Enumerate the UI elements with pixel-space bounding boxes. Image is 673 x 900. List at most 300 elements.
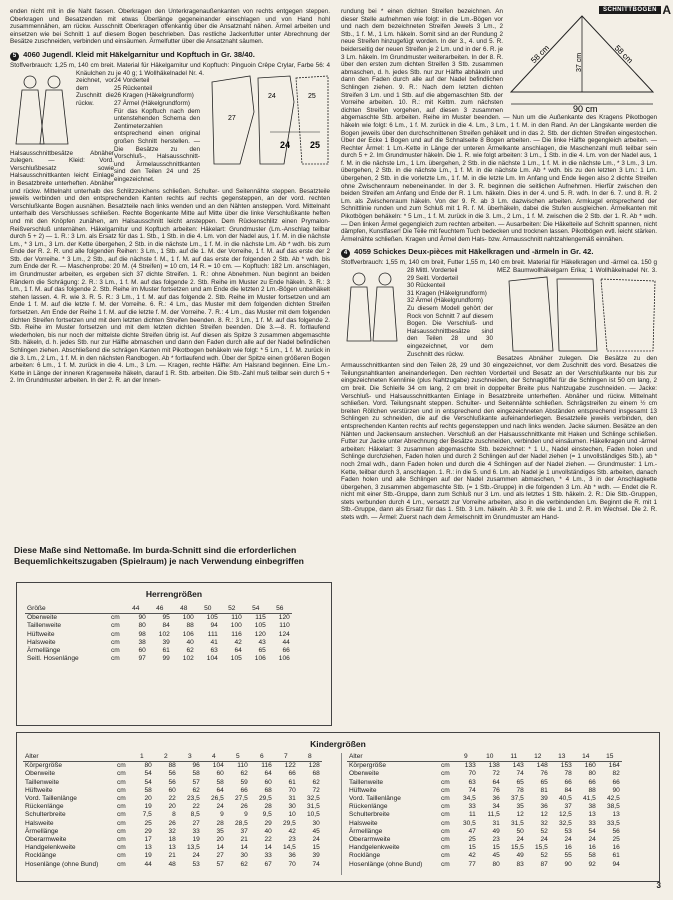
pattern-outline-drawing xyxy=(210,72,330,168)
table-cell: 24 xyxy=(516,836,524,844)
table-cell: 64 xyxy=(234,647,242,655)
row-unit: cm xyxy=(111,655,120,663)
model-number-badge: 5 xyxy=(10,52,19,61)
table-cell: 102 xyxy=(182,655,194,663)
table-cell: 64 xyxy=(216,786,224,794)
row-label: Oberweite xyxy=(27,614,58,622)
table-cell: 100 xyxy=(230,622,242,630)
table-cell: 24 xyxy=(588,836,596,844)
table-cell: 8,5 xyxy=(190,811,200,819)
instructions-text: zeichnet, vor dem Zuschnitt die rückw. Halsausschnittbesätze Abnäher zulegen. — Kleid: Vord. Verschlußbesatz sowie Halsausschnittkanten leicht Einlage in Besatzbreite unterheften. Abnäher und rückw. Mittelnaht unterhalb des Schlitzzeichens schließen. Schulter- und Seitennähte steppen. Besatzteile jeweils verbinden und den entsprechenden Kanten rechts auf rechts gegensteppen, an der vord. rechten Verschlußkante Bogen ausnähen. Besatzteile nach links wenden und an den Nähten ansteppen. Vord. Mittelnaht unterhalb des Verschlusses schließen. Rechte Bogenkante Mitte auf Mitte über die linke Verschlußkante heften und mit den Knöpfen zunähen, am Halsausschnitt leicht ansteppen. Dem Rückenschlitz einen Prymalon-Reißverschluß unternähen. Häkelgarnitur und Kopftuch arbeiten: Häkelart: Grundmuster (Lm.-Anschlag teilbar durch 5 + 2) — 1. R.: 3 Lm. als Ersatz für das 1. Stb., 1 Stb. in die 4. Lm. von der Nadel aus, 1 f. M. in die nächste Lm., * 3 Lm., 3 Lm. der Kette übergehen, 2 Stb. in die nächste Lm., 1 f. M. in die nächste Lm. Ab * wdh. bis zum Ende der R. 2. R. und alle folgenden Reihen: 3 Lm., 1 Stb. auf die 1. M. der Vorreihe, 1 f. M. auf das erste der 2 Stb. der Vorreihe. * 3 Lm., 2 Stb., auf die nächste f. M., 1 f. M. auf das erste der folgenden 2 Stb. Ab * wdh. bis zum Ende der R. — Maschenprobe: 20 M. (4 Streifen) = 10 cm, 14 R. = 10 cm. — Kopftuch: 182 Lm. anschlagen, im Grundmuster arbeiten, es ergeben sich 37 dichte Streifen. 1. R.: ohne Abnehmen. Nun beginnt an beiden Rändern die Schrägung: 2. R.: 3 Lm., 1 f. M. auf das folgende 2. Stb. Reihe im Muster zu Ende häkeln. 3. R.: 3 Lm., 1 f. M. auf das folgende 2. Stb. Reihe im Muster fortsetzen und am Ende die letzten 2 Lm.-Bögen unbehäkelt stehen lassen. 4. R. wie 3. R. 5. R.: 3 Lm., 1 f. M. auf das folgende 2. Stb. Reihe im Muster fortsetzen und am Ende 1 f. M. auf die letzte f. M. der Vorreihe. 6. R.: 4 Lm., das Muster mit dem folgenden dichten Streifen fortsetzen. Am Ende der Reihe 1 f. M. auf die letzte f. M. der Vorreihe. 7. R.: 4 Lm., das Muster mit dem folgenden dichten Streifen fortsetzen und mit dem letzten dichten Streifen beenden. 8. R.: 3 Lm., 1 f. M. auf das folgende 2. Stb. Reihe im Muster fortsetzen und mit dem letzten dichten Streifen beenden. Die 3.—8. R. fortlaufend wiederholen, bis nur noch der mittelste dichte Streifen übrig ist. Auf diesen als Spitze 3 zusammen abgemaschte Stb. häkeln, d. h. jedes Stb. nur zur Hälfte abmaschen und dann den Faden durch alle auf der Nadel befindlichen Schlingen ziehen. Abschließend die schrägen Kanten mit Pikotbogen behäkeln wie folgt: * 5 Lm., 1 f. M. zurück in die 3. Lm., 2 Lm., 1 f. M. in den nächsten Randbogen. Ab * fortlaufend wdh. Über der Spitze einen größeren Bogen arbeiten: 6 Lm., 1 f. M. zurück in die 4. Lm., 3 Lm. — Kragen, rechte Hälfte: Am Halsrand beginnen. Eine Lm.-Kette in Länge der inneren Kragenweite häkeln, darauf 1 R. Stb. arbeiten. Die Stb.-Zahl muß teilbar sein durch 5 + 2. Im Grundmuster arbeiten. In der 2. R. an der Innen- xyxy=(10,77,330,385)
left-text-column xyxy=(10,8,330,541)
age-col: 8 xyxy=(298,753,322,762)
table-cell: 88 xyxy=(168,762,176,770)
table-cell: 88 xyxy=(588,786,596,794)
row-label: Hosenlänge (ohne Bund) xyxy=(349,860,423,868)
table-cell: 40 xyxy=(186,638,194,646)
table-cell: 19 xyxy=(144,852,152,860)
table-cell: 105 xyxy=(254,622,266,630)
table-cell: 66 xyxy=(282,647,290,655)
model-number: 4059 xyxy=(354,247,372,257)
table-cell: 55 xyxy=(564,852,572,860)
table-cell: 37 xyxy=(564,803,572,811)
table-cell: 74 xyxy=(468,786,476,794)
legend-item: Zu diesem Modell gehört der Rock von Schnitt 7 auf diesem Bogen. Die Verschluß- und Halsausschnittbesätze sind den Teilen 28 und 30 eingezeichnet, vor dem Zuschnitt des rückw. xyxy=(407,304,493,358)
table-cell: 28 xyxy=(264,803,272,811)
age-col: 14 xyxy=(574,753,598,762)
table-cell: 80 xyxy=(138,622,146,630)
row-unit: cm xyxy=(117,778,126,786)
table-cell: 10 xyxy=(288,811,296,819)
table-cell: 70 xyxy=(288,860,296,868)
table-cell: 65 xyxy=(516,778,524,786)
size-col: 44 xyxy=(124,605,148,614)
table-cell: 66 xyxy=(240,786,248,794)
row-label: Vord. Taillenlänge xyxy=(349,795,401,803)
table-cell: 106 xyxy=(182,630,194,638)
table-cell: 54 xyxy=(144,778,152,786)
table-cell: 26,5 xyxy=(210,795,224,803)
table-cell: 37,5 xyxy=(510,795,524,803)
table-cell: 74 xyxy=(516,770,524,778)
table-cell: 53 xyxy=(564,827,572,835)
table-cell: 15 xyxy=(468,844,476,852)
table-cell: 32 xyxy=(168,827,176,835)
table-divider xyxy=(341,753,342,875)
row-unit: cm xyxy=(117,860,126,868)
row-unit: cm xyxy=(117,770,126,778)
table-row xyxy=(23,820,322,828)
base-measure: 90 cm xyxy=(573,104,598,112)
table-cell: 39 xyxy=(312,852,320,860)
kinder-table-right xyxy=(347,753,622,869)
table-cell: 36 xyxy=(540,803,548,811)
table-cell: 52 xyxy=(540,852,548,860)
table-cell: 80 xyxy=(492,860,500,868)
table-cell: 41 xyxy=(210,638,218,646)
schnittbogen-tag: SCHNITTBOGEN xyxy=(599,6,661,14)
table-cell: 39 xyxy=(162,638,170,646)
size-col: 54 xyxy=(244,605,268,614)
table-cell: 78 xyxy=(564,770,572,778)
table-cell: 56 xyxy=(612,827,620,835)
table-cell: 116 xyxy=(231,630,242,638)
table-cell: 10,5 xyxy=(306,811,320,819)
intro-text: enden nicht mit in die Naht fassen. Oberkragen den Unterkragenaußenkanten von rechts entgegen steppen. Oberkragen und Besatzenden mit etwas Überlänge gegeneinander einschlagen und von Hand hohl zusammennähen, am rückw. Ausschnitt Oberkragen offenkantig über die Ansatznaht nähen. Ärmel arbeiten und einsetzen wie bei Schnitt 1 auf diesem Bogen beschrieben. Das restliche Jackenfutter unter Abrechnung der Besätze zuschneiden, verbinden und einsäumen. Ärmelfutter über die Ansatznaht säumen. xyxy=(10,8,330,46)
legend-item: 29 Seitl. Vorderteil xyxy=(407,274,459,282)
table-row xyxy=(25,647,292,655)
age-col: 10 xyxy=(478,753,502,762)
row-unit: cm xyxy=(441,786,450,794)
row-label: Handgelenkweite xyxy=(25,844,76,852)
row-label: Oberweite xyxy=(25,770,56,778)
table-cell: 34,5 xyxy=(462,795,476,803)
sheet-letter: A xyxy=(662,3,671,17)
table-cell: 106 xyxy=(254,655,266,663)
row-unit: cm xyxy=(117,827,126,835)
table-cell: 53 xyxy=(192,860,200,868)
row-unit: cm xyxy=(117,786,126,794)
table-cell: 14 xyxy=(216,844,224,852)
table-cell: 54 xyxy=(144,770,152,778)
table-cell: 57 xyxy=(192,778,200,786)
table-cell: 58 xyxy=(588,852,596,860)
table-cell: 49 xyxy=(492,827,500,835)
row-label: Ärmellänge xyxy=(27,647,61,655)
table-cell: 29,5 xyxy=(282,819,296,827)
legend-item: 24 Vorderteil xyxy=(114,77,150,85)
table-row xyxy=(23,803,322,811)
table-cell: 88 xyxy=(186,622,194,630)
table-cell: 11 xyxy=(468,811,476,819)
row-unit: cm xyxy=(441,852,450,860)
age-col: 15 xyxy=(598,753,622,762)
table-cell: 72 xyxy=(492,770,500,778)
table-cell: 38,5 xyxy=(606,803,620,811)
table-cell: 25 xyxy=(612,836,620,844)
size-col: 48 xyxy=(172,605,196,614)
table-cell: 38 xyxy=(588,803,596,811)
herren-size-table-box xyxy=(16,582,332,726)
row-label: Taillenweite xyxy=(27,622,62,630)
table-cell: 47 xyxy=(468,827,476,835)
table-cell: 25 xyxy=(144,819,152,827)
table-row xyxy=(347,779,622,787)
table-cell: 20 xyxy=(144,795,152,803)
age-col: 7 xyxy=(274,753,298,762)
table-cell: 153 xyxy=(560,762,572,770)
table-cell: 7,5 xyxy=(142,811,152,819)
table-cell: 14 xyxy=(240,844,248,852)
table-cell: 30 xyxy=(240,852,248,860)
table-cell: 16 xyxy=(564,844,572,852)
table-cell: 28 xyxy=(216,819,224,827)
table-cell: 60 xyxy=(264,778,272,786)
table-cell: 138 xyxy=(488,762,500,770)
table-cell: 110 xyxy=(237,762,248,770)
table-cell: 42 xyxy=(288,827,296,835)
unit-header xyxy=(115,753,130,762)
table-cell: 30,5 xyxy=(462,819,476,827)
table-cell: 67 xyxy=(264,860,272,868)
table-cell: 24 xyxy=(564,836,572,844)
table-cell: 15 xyxy=(312,844,320,852)
table-row xyxy=(347,770,622,778)
table-row xyxy=(347,762,622,771)
unit-header xyxy=(109,605,124,614)
table-cell: 38 xyxy=(138,638,146,646)
table-cell: 58 xyxy=(216,778,224,786)
table-cell: 22 xyxy=(264,836,272,844)
row-label: Vord. Taillenlänge xyxy=(25,795,77,803)
row-label: Oberweite xyxy=(349,770,380,778)
table-cell: 32 xyxy=(540,819,548,827)
table-cell: 12,5 xyxy=(558,811,572,819)
table-row xyxy=(23,779,322,787)
row-label: Taillenweite xyxy=(349,778,384,786)
row-unit: cm xyxy=(111,614,120,622)
table-cell: 41,5 xyxy=(582,795,596,803)
table-cell: 62 xyxy=(186,647,194,655)
legend-item: Für das Kopftuch nach dem untenstehenden Schema den Zentimeterzahlen entsprechend einen original großen Schnitt herstellen. — Die Besätze zu den Vorschluß-, Halsausschnitt- und Ärmelausschnittkanten sind den Teilen 24 und 25 eingezeichnet. xyxy=(114,107,200,183)
table-cell: 9,5 xyxy=(262,811,272,819)
table-row xyxy=(25,622,292,630)
table-cell: 143 xyxy=(512,762,524,770)
table-cell: 77 xyxy=(468,860,476,868)
table-cell: 14,5 xyxy=(282,844,296,852)
row-label: Schulterbreite xyxy=(25,811,66,819)
size-col: 52 xyxy=(220,605,244,614)
table-cell: 68 xyxy=(312,770,320,778)
table-cell: 56 xyxy=(168,778,176,786)
triangle-diagram xyxy=(507,8,657,112)
row-unit: cm xyxy=(441,811,450,819)
table-cell: 104 xyxy=(206,655,218,663)
table-cell: 106 xyxy=(278,655,290,663)
legend-item: 25 Rückenteil xyxy=(114,84,153,92)
table-row xyxy=(25,631,292,639)
table-cell: 31,5 xyxy=(306,803,320,811)
row-unit: cm xyxy=(441,770,450,778)
row-unit: cm xyxy=(117,836,126,844)
table-cell: 70 xyxy=(288,786,296,794)
age-col: 11 xyxy=(502,753,526,762)
age-col: 3 xyxy=(178,753,202,762)
row-unit: cm xyxy=(117,852,126,860)
table-cell: 122 xyxy=(284,762,296,770)
legend-item: 30 Rückenteil xyxy=(407,282,446,290)
row-label: Halsweite xyxy=(25,819,54,827)
table-cell: 124 xyxy=(278,630,290,638)
table-row xyxy=(347,803,622,811)
suit-illustration xyxy=(341,269,401,345)
table-cell: 94 xyxy=(612,860,620,868)
table-header-row xyxy=(23,753,322,762)
row-label: Schulterbreite xyxy=(349,811,390,819)
table-cell: 42,5 xyxy=(606,795,620,803)
table-cell: 35 xyxy=(516,803,524,811)
table-cell: 115 xyxy=(255,614,266,622)
page-number: 3 xyxy=(656,881,661,890)
table-row xyxy=(23,762,322,771)
table-cell: 83 xyxy=(516,860,524,868)
table-cell: 18 xyxy=(168,836,176,844)
table-cell: 33,5 xyxy=(606,819,620,827)
table-cell: 33 xyxy=(264,852,272,860)
table-cell: 133 xyxy=(464,762,476,770)
table-cell: 99 xyxy=(162,655,170,663)
table-cell: 60 xyxy=(216,770,224,778)
table-row xyxy=(347,795,622,803)
table-cell: 98 xyxy=(138,630,146,638)
row-unit: cm xyxy=(111,630,120,638)
row-label: Hüftweite xyxy=(27,630,55,638)
table-cell: 78 xyxy=(516,786,524,794)
table-row xyxy=(347,787,622,795)
legend-item: 31 Kragen (Häkelgrundform) xyxy=(407,289,487,297)
table-cell: 164 xyxy=(608,762,620,770)
table-header-row xyxy=(347,753,622,762)
table-cell: 92 xyxy=(588,860,596,868)
row-label: Oberarmweite xyxy=(349,836,391,844)
row-unit: cm xyxy=(111,647,120,655)
legend-item: 32 Ärmel (Häkelgrundform) xyxy=(407,297,483,305)
age-col: 4 xyxy=(202,753,226,762)
table-cell: 48 xyxy=(168,860,176,868)
row-label: Oberarmweite xyxy=(25,836,67,844)
table-cell: 27 xyxy=(192,819,200,827)
table-cell: 60 xyxy=(138,647,146,655)
row-unit: cm xyxy=(117,762,126,770)
table-cell: 61 xyxy=(162,647,170,655)
net-measure-note: Diese Maße sind Nettomaße. Im burda-Schnitt sind die erforderlichen Bequemlichkeitszugaben (Spielraum) je nach Verwendung einbegriffen xyxy=(14,545,304,566)
table-cell: 66 xyxy=(612,778,620,786)
table-cell: 160 xyxy=(584,762,596,770)
table-row xyxy=(25,614,292,623)
model-4059-heading xyxy=(341,247,657,258)
table-cell: 74 xyxy=(312,860,320,868)
table-cell: 8 xyxy=(172,811,176,819)
table-cell: 45 xyxy=(492,852,500,860)
kinder-table-left xyxy=(23,753,322,869)
table-cell: 13,5 xyxy=(186,844,200,852)
table-cell: 13 xyxy=(588,811,596,819)
table-cell: 24 xyxy=(312,836,320,844)
table-cell: 15,5 xyxy=(510,844,524,852)
dress-illustration xyxy=(10,72,70,148)
table-cell: 76 xyxy=(492,786,500,794)
table-cell: 80 xyxy=(588,770,596,778)
model-number-badge: 4 xyxy=(341,249,350,258)
table-cell: 15 xyxy=(492,844,500,852)
table-row xyxy=(23,852,322,860)
table-row xyxy=(347,811,622,819)
table-cell: 62 xyxy=(192,786,200,794)
table-cell: 31 xyxy=(288,795,296,803)
suit-pattern-figure xyxy=(507,275,657,355)
table-cell: 90 xyxy=(612,786,620,794)
table-cell: 58 xyxy=(144,786,152,794)
table-cell: 27 xyxy=(216,852,224,860)
row-label: Körpergröße xyxy=(25,762,63,770)
table-cell: 120 xyxy=(278,614,290,622)
kinder-left-body xyxy=(23,762,322,869)
row-unit: cm xyxy=(117,803,126,811)
height-measure: 37 cm xyxy=(576,52,583,72)
row-label: Körpergröße xyxy=(349,762,387,770)
row-unit: cm xyxy=(441,778,450,786)
unit-header xyxy=(439,753,454,762)
row-unit: cm xyxy=(117,795,126,803)
table-cell: 52 xyxy=(540,827,548,835)
table-row xyxy=(23,836,322,844)
size-header-label: Größe xyxy=(25,605,109,614)
table-cell: 16 xyxy=(612,844,620,852)
table-cell: 26 xyxy=(240,803,248,811)
table-cell: 37 xyxy=(240,827,248,835)
table-cell: 24 xyxy=(216,803,224,811)
row-unit: cm xyxy=(441,762,450,770)
table-cell: 95 xyxy=(162,614,170,622)
table-cell: 9 xyxy=(220,811,224,819)
age-col: 12 xyxy=(526,753,550,762)
table-cell: 80 xyxy=(144,762,152,770)
table-cell: 70 xyxy=(468,770,476,778)
table-cell: 24 xyxy=(192,852,200,860)
table-cell: 97 xyxy=(138,655,146,663)
piece-label-25-large: 25 xyxy=(310,139,321,150)
size-col: 50 xyxy=(196,605,220,614)
table-cell: 120 xyxy=(254,630,266,638)
table-cell: 20 xyxy=(216,836,224,844)
table-cell: 56 xyxy=(168,770,176,778)
table-cell: 49 xyxy=(516,852,524,860)
table-cell: 43 xyxy=(258,638,266,646)
side-left-measure: 58 cm xyxy=(529,43,551,66)
herren-size-table xyxy=(25,605,292,663)
table-cell: 62 xyxy=(312,778,320,786)
table-cell: 102 xyxy=(158,630,170,638)
table-cell: 116 xyxy=(261,762,272,770)
table-row xyxy=(23,770,322,778)
table-row xyxy=(347,820,622,828)
row-unit: cm xyxy=(441,803,450,811)
age-col: 5 xyxy=(226,753,250,762)
instructions-text: Besatzes Abnäher zulegen. Die Besätze zu den Armausschnittkanten sind den Teilen 28, 29 und 30 eingezeichnet, vor dem Zuschnitt des vord. Besatzes die Teilungsnahtkanten aneinanderlegen. Den rechten Vorderteil und Besatz an der Verschlußkante nur bis zur eingezeichneten Kennlinie (plus Nahtzugabe) zuschneiden, der Schnaglöffel für die Schlingen ist 50 cm lang, 2 cm breit. Die Schleife 34 cm lang, 2 cm breit in doppelter Breite plus Nahtzugabe zuschneiden. — Jacke: Verschluß- und Halsausschnittkanten Einlage in Besatzbreite unterheften. Abnäher und rückw. Mittelnaht schließen. Vord. Teilungsnaht steppen. Schulter- und Seitennähte schließen. Schrägstreifen zu einem ½ cm breiten Röllchen verstürzen und in entsprechend den eingezeichneten Abständen entsprechend insgesamt 13 Schlingen zu schneiden, die auf die Verschlußkante aufeinanderliegen. Besatzteile jeweils verbinden, den entsprechenden Kanten rechts auf rechts gegensteppen und nach links wenden. Jacke säumen. Besätze an den Nähten und Jackensaum anstechen. Verschluß an der Halsausschnittkante mit Haken und Schlinge schließen. Futter zur Jacke unter Abrechnung der Besätze zuschneiden, verbinden und einsäumen. Häkelkragen und -ärmel arbeiten: Häkelart: 3 zusammen abgemaschte Stb. bezeichnet: * 1 U., Nadel einstechen, Faden holen und Schlinge durchziehen, Faden holen und durch 2 Schlingen auf der Nadel ziehen (= 1 unvollständiges Stb.), ab * noch 2mal wdh., dann Faden holen und durch die 4 Schlingen auf der Nadel ziehen. — Grundmuster: 1 Lm.-Kette, teilbar durch 3, anschlagen. 1. R.: in die 5. und 6. Lm. ab Nadel je 1 unvollständiges Stb. arbeiten, danach Faden holen und alle Schlingen auf der Nadel zusammen abmaschen, * 4 Lm., 3 in der Anschlagkette übergehen, 3 zusammen abgemaschte Stb. (= 1 Stb.-Gruppe) in die folgenden 3 Lm. Ab * wdh. — Endet die R. nicht mit einer Stb.-Gruppe, dann zum Schluß nur 3 Lm. und als letztes 1 Stb. häkeln. 2. R.: Die Stb.-Gruppen, stets verbunden durch 4 Lm., versetzt zur Vorreihe arbeiten, also in die verbindenden Lm. Beginnt die R. mit 1 Stb.-Gruppe, dann als Ersatz für das 1. Stb. 3 Lm. häkeln. Ab 3. R. wie die 1. und 2. R. im Wechsel. Die 2. R. stets wdh. — Ärmel: Zuerst nach dem Ärmelschnitt im Grundmuster am Hand- xyxy=(341,354,657,522)
table-cell: 33 xyxy=(468,803,476,811)
row-unit: cm xyxy=(117,811,126,819)
table-cell: 68 xyxy=(264,786,272,794)
table-row xyxy=(347,852,622,860)
table-header-row xyxy=(25,605,292,614)
row-label: Rocklänge xyxy=(25,852,57,860)
table-cell: 110 xyxy=(231,614,242,622)
table-cell: 45 xyxy=(312,827,320,835)
table-cell: 29 xyxy=(264,819,272,827)
table-row xyxy=(25,655,292,663)
piece-label-24: 24 xyxy=(268,92,276,100)
table-row xyxy=(347,836,622,844)
size-col: 46 xyxy=(148,605,172,614)
model-number: 4060 xyxy=(23,49,41,59)
row-label: Hüftweite xyxy=(25,786,53,794)
table-cell: 90 xyxy=(564,860,572,868)
table-cell: 66 xyxy=(588,778,596,786)
table-cell: 21 xyxy=(240,836,248,844)
table-cell: 128 xyxy=(308,762,320,770)
model-title: Jugendl. Kleid mit Häkelgarnitur und Kopftuch in Gr. 38/40. xyxy=(42,49,255,59)
table-cell: 31,5 xyxy=(510,819,524,827)
table-row xyxy=(23,861,322,869)
table-cell: 14 xyxy=(264,844,272,852)
table-cell: 76 xyxy=(540,770,548,778)
pattern-legend xyxy=(114,77,200,183)
table-cell: 12 xyxy=(540,811,548,819)
row-unit: cm xyxy=(441,860,450,868)
row-unit: cm xyxy=(441,795,450,803)
table-cell: 82 xyxy=(612,770,620,778)
table-cell: 29,5 xyxy=(258,795,272,803)
table-cell: 13 xyxy=(144,844,152,852)
age-col: 6 xyxy=(250,753,274,762)
table-cell: 54 xyxy=(588,827,596,835)
table-row xyxy=(347,844,622,852)
age-col: 9 xyxy=(454,753,478,762)
table-row xyxy=(23,828,322,836)
herren-table-body xyxy=(25,614,292,664)
kinder-size-table-box xyxy=(16,732,660,882)
table-cell: 59 xyxy=(240,778,248,786)
